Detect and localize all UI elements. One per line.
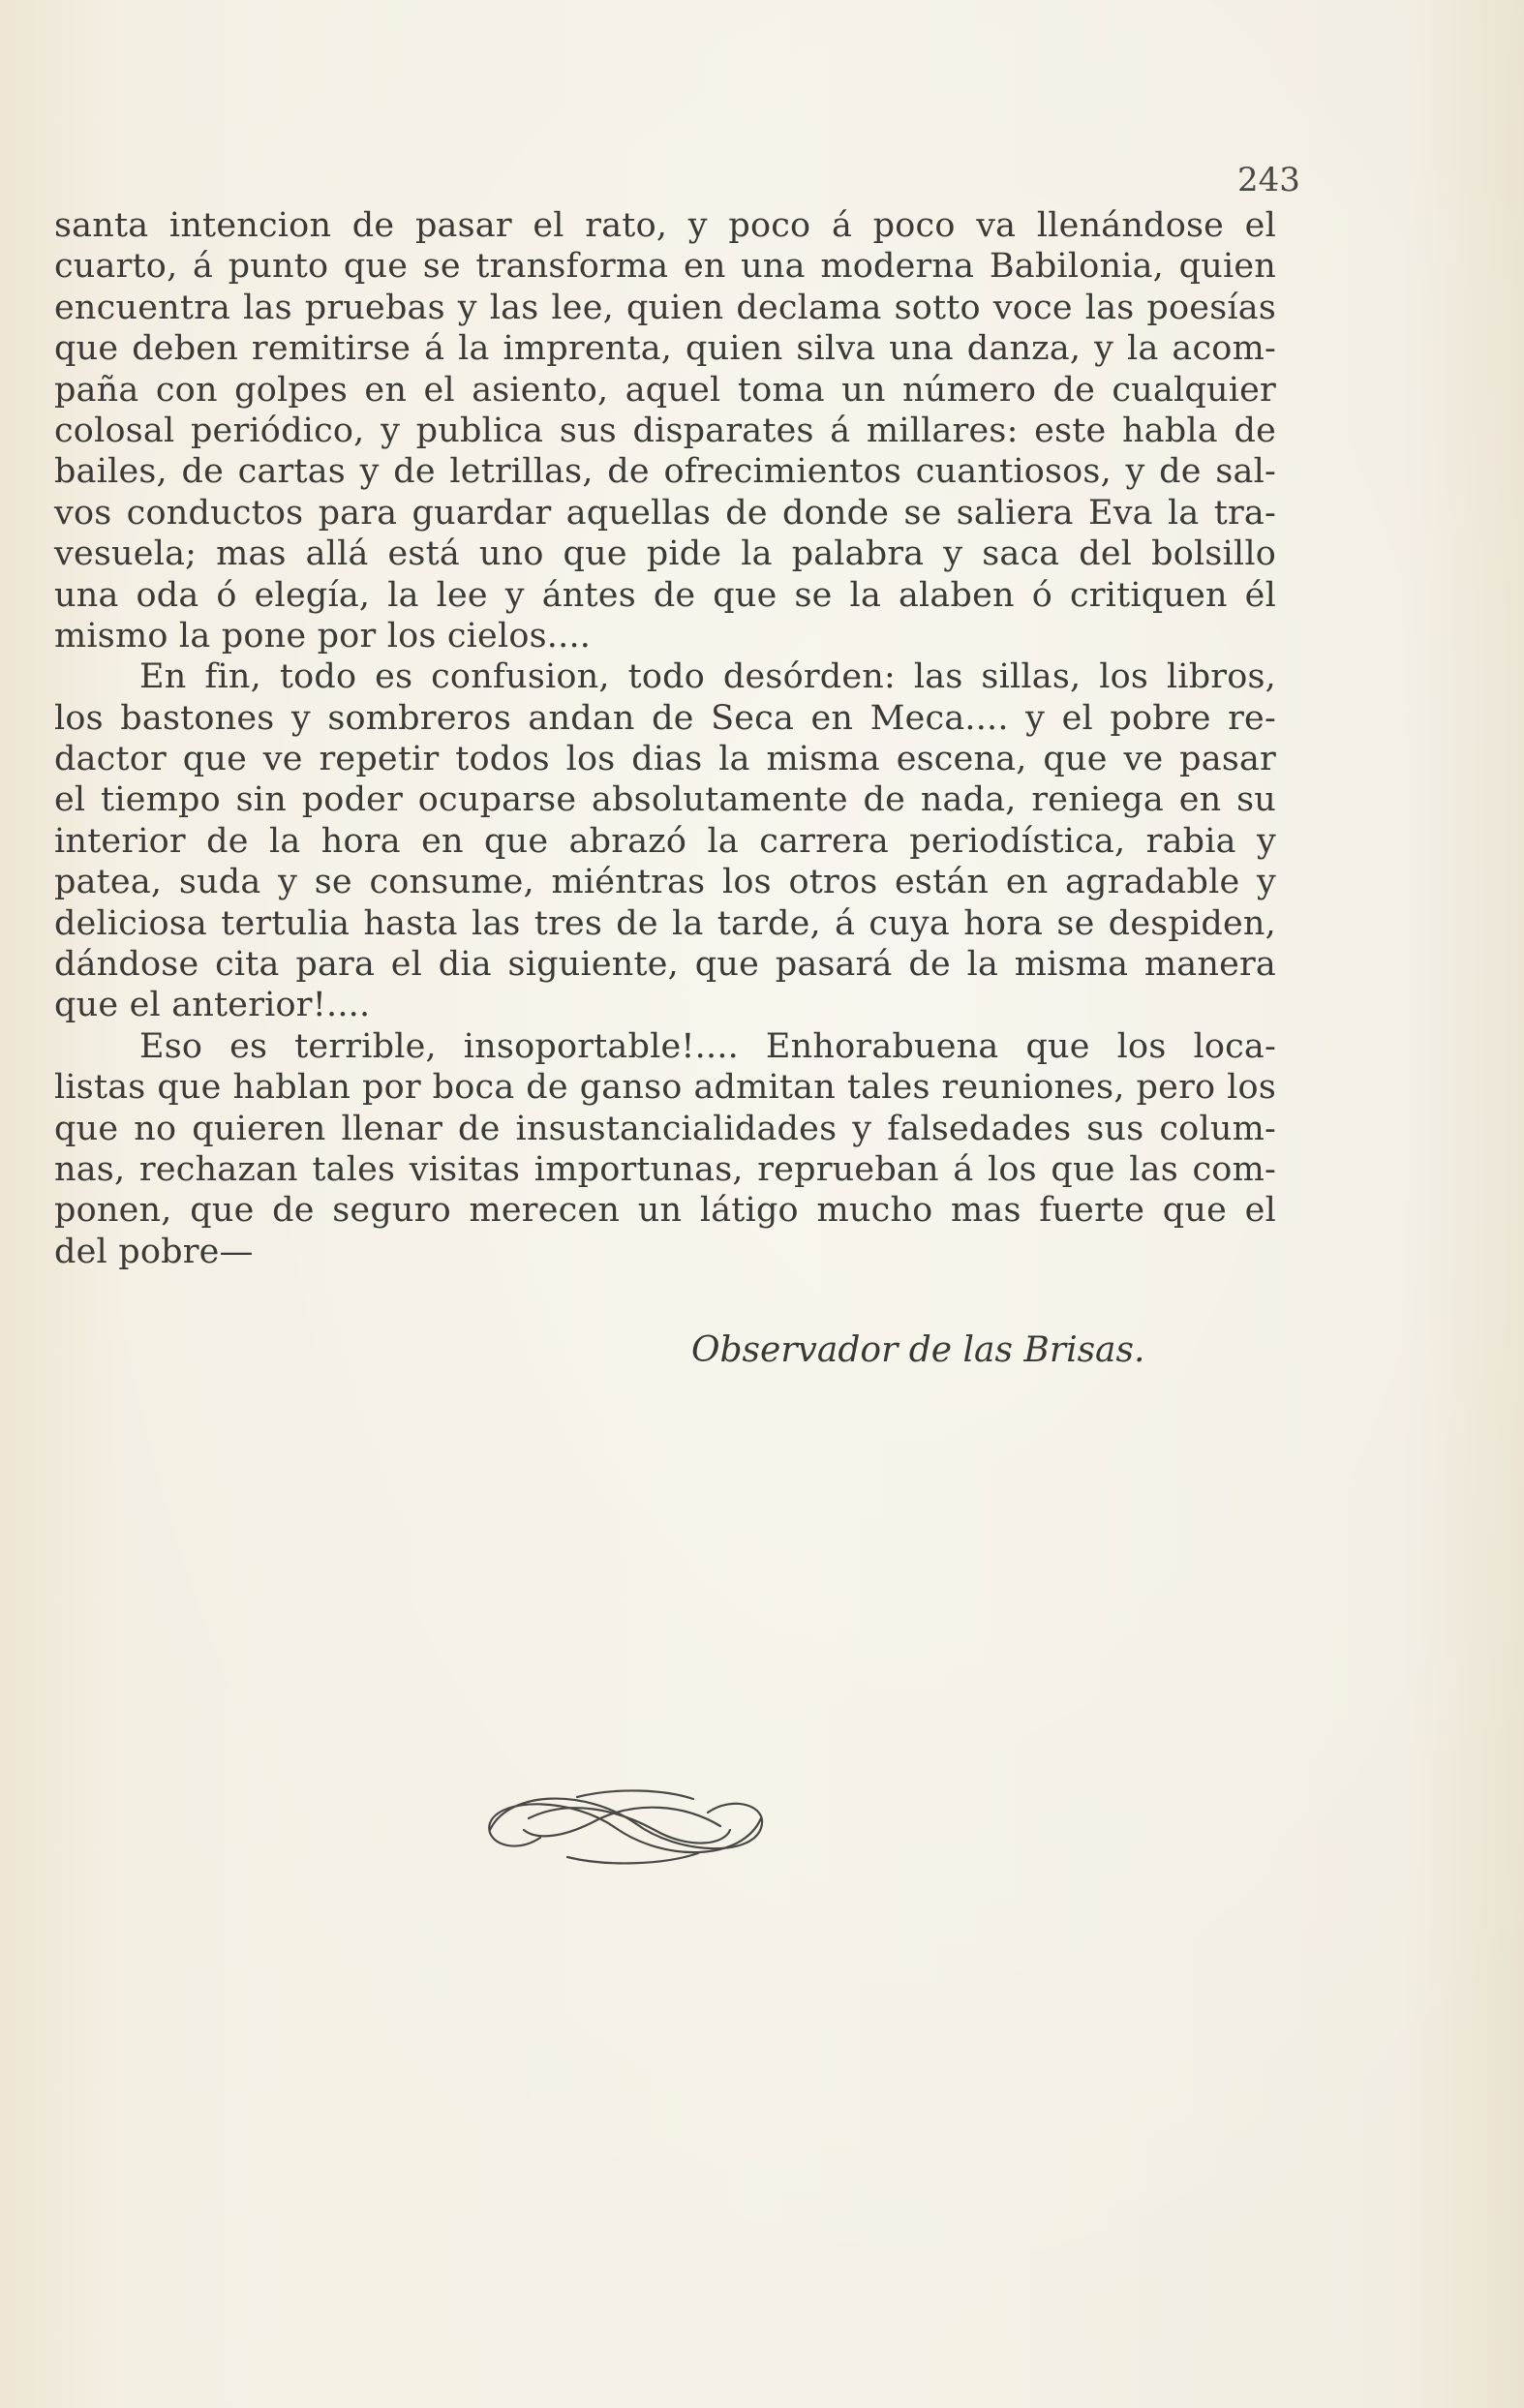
text-line: dactor que ve repetir todos los dias la misma escena, que ve pasar — [54, 740, 1276, 779]
text-line: el tiempo sin poder ocuparse absolutamente de nada, reniega en su — [54, 780, 1276, 820]
text-line: Eso es terrible, insoportable!.... Enhorabuena que los loca- — [139, 1026, 1276, 1066]
text-line: encuentra las pruebas y las lee, quien declama sotto voce las poesías — [54, 288, 1276, 327]
text-line: santa intencion de pasar el rato, y poco á poco va llenándose el — [54, 206, 1276, 245]
body-text — [54, 205, 1276, 1272]
text-line: patea, suda y se consume, miéntras los otros están en agradable y — [54, 863, 1276, 902]
text-line: que no quieren llenar de insustancialidades y falsedades sus colum- — [54, 1109, 1276, 1148]
signature: Observador de las Brisas. — [691, 1330, 1145, 1370]
text-line: bailes, de cartas y de letrillas, de ofrecimientos cuantiosos, y de sal- — [54, 452, 1276, 492]
text-line: deliciosa tertulia hasta las tres de la tarde, á cuya hora se despiden, — [54, 903, 1276, 943]
show-through-bleed — [87, 1394, 1307, 1995]
text-line: que deben remitirse á la imprenta, quien silva una danza, y la acom- — [54, 329, 1276, 369]
text-line: paña con golpes en el asiento, aquel toma un número de cualquier — [54, 370, 1276, 410]
text-line: cuarto, á punto que se transforma en una moderna Babilonia, quien — [54, 247, 1276, 287]
text-line: que el anterior!.... — [54, 986, 371, 1025]
text-line: una oda ó elegía, la lee y ántes de que se la alaben ó critiquen él — [54, 575, 1276, 615]
text-line: interior de la hora en que abrazó la carrera periodística, rabia y — [54, 821, 1276, 861]
page-number: 243 — [1237, 161, 1300, 199]
text-line: vesuela; mas allá está uno que pide la palabra y saca del bolsillo — [54, 534, 1276, 574]
text-line: colosal periódico, y publica sus disparates á millares: este habla de — [54, 411, 1276, 450]
text-line: nas, rechazan tales visitas importunas, reprueban á los que las com- — [54, 1149, 1276, 1189]
text-line: ponen, que de seguro merecen un látigo mucho mas fuerte que el — [54, 1191, 1276, 1231]
text-line: del pobre— — [54, 1232, 254, 1271]
text-line: mismo la pone por los cielos.... — [54, 616, 592, 655]
text-line: vos conductos para guardar aquellas de donde se saliera Eva la tra- — [54, 493, 1276, 533]
flourish-ornament-icon — [471, 1770, 780, 1876]
text-line: listas que hablan por boca de ganso admitan tales reuniones, pero los — [54, 1068, 1276, 1108]
text-line: dándose cita para el dia siguiente, que pasará de la misma manera — [54, 945, 1276, 985]
text-line: En fin, todo es confusion, todo desórden: las sillas, los libros, — [139, 657, 1276, 697]
text-line: los bastones y sombreros andan de Seca en Meca.... y el pobre re- — [54, 698, 1276, 738]
